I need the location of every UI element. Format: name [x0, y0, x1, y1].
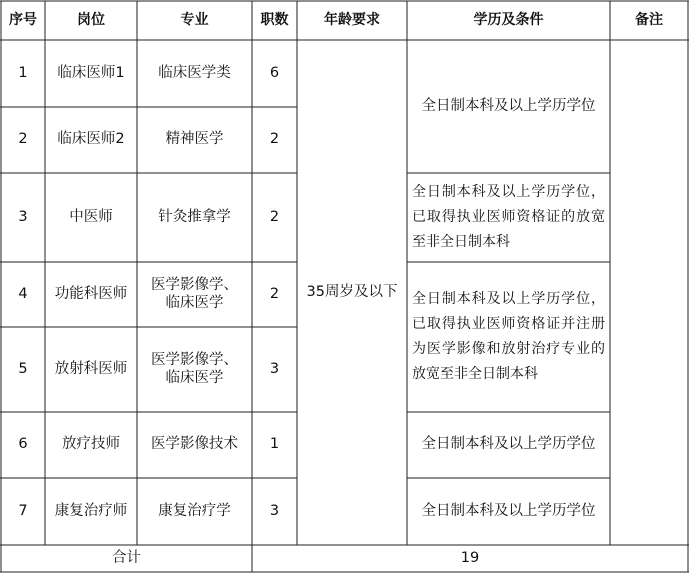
total-value: 19	[460, 549, 480, 566]
row-2-position: 临床医师2	[57, 131, 125, 148]
row-5-major: 医学影像学、临床医学	[151, 352, 238, 386]
row-4-index: 4	[18, 285, 28, 302]
row-1-position: 临床医师1	[57, 64, 125, 81]
education-row-3	[407, 173, 610, 262]
education-row-6: 全日制本科及以上学历学位	[421, 436, 596, 453]
education-rows-4-5-text: 全日制本科及以上学历学位，已取得执业医师资格证并注册为医学影像和放射治疗专业的放宽至非全日制本科	[412, 291, 605, 382]
remarks-cell	[610, 40, 688, 545]
row-1-index: 1	[18, 64, 28, 81]
row-4-major: 医学影像学、临床医学	[151, 277, 238, 311]
age-requirement: 35周岁及以下	[306, 283, 398, 300]
row-3-major: 针灸推拿学	[158, 208, 231, 225]
row-6-index: 6	[18, 436, 28, 453]
row-4-count: 2	[269, 285, 280, 302]
header-major: 专业	[180, 12, 209, 29]
header-remarks: 备注	[635, 12, 663, 29]
education-row-3-text: 全日制本科及以上学历学位，已取得执业医师资格证的放宽至非全日制本科	[412, 184, 605, 250]
row-4-position: 功能科医师	[54, 285, 128, 302]
education-rows-1-2: 全日制本科及以上学历学位	[421, 97, 596, 114]
row-5-index: 5	[18, 360, 28, 377]
header-age: 年龄要求	[324, 12, 380, 29]
row-7-index: 7	[18, 502, 28, 519]
row-7-count: 3	[269, 502, 280, 519]
education-rows-4-5	[407, 262, 610, 412]
row-6-position: 放疗技师	[62, 436, 120, 453]
row-3-index: 3	[18, 208, 28, 225]
total-label: 合计	[112, 549, 141, 566]
row-7-position: 康复治疗师	[54, 502, 128, 519]
row-3-count: 2	[269, 208, 280, 225]
row-1-count: 6	[269, 64, 280, 81]
row-2-index: 2	[18, 131, 28, 148]
header-education: 学历及条件	[473, 12, 544, 29]
header-index: 序号	[9, 12, 37, 29]
row-2-count: 2	[269, 131, 280, 148]
row-2-major: 精神医学	[165, 131, 224, 148]
row-3-position: 中医师	[69, 208, 113, 225]
row-6-major: 医学影像技术	[151, 436, 238, 453]
header-count: 职数	[260, 12, 289, 29]
row-5-count: 3	[269, 360, 280, 377]
row-5-position: 放射科医师	[54, 360, 128, 377]
header-position: 岗位	[77, 12, 105, 29]
row-7-major: 康复治疗学	[158, 502, 231, 519]
row-1-major: 临床医学类	[158, 64, 231, 81]
row-6-count: 1	[269, 436, 280, 453]
education-row-7: 全日制本科及以上学历学位	[421, 502, 596, 519]
